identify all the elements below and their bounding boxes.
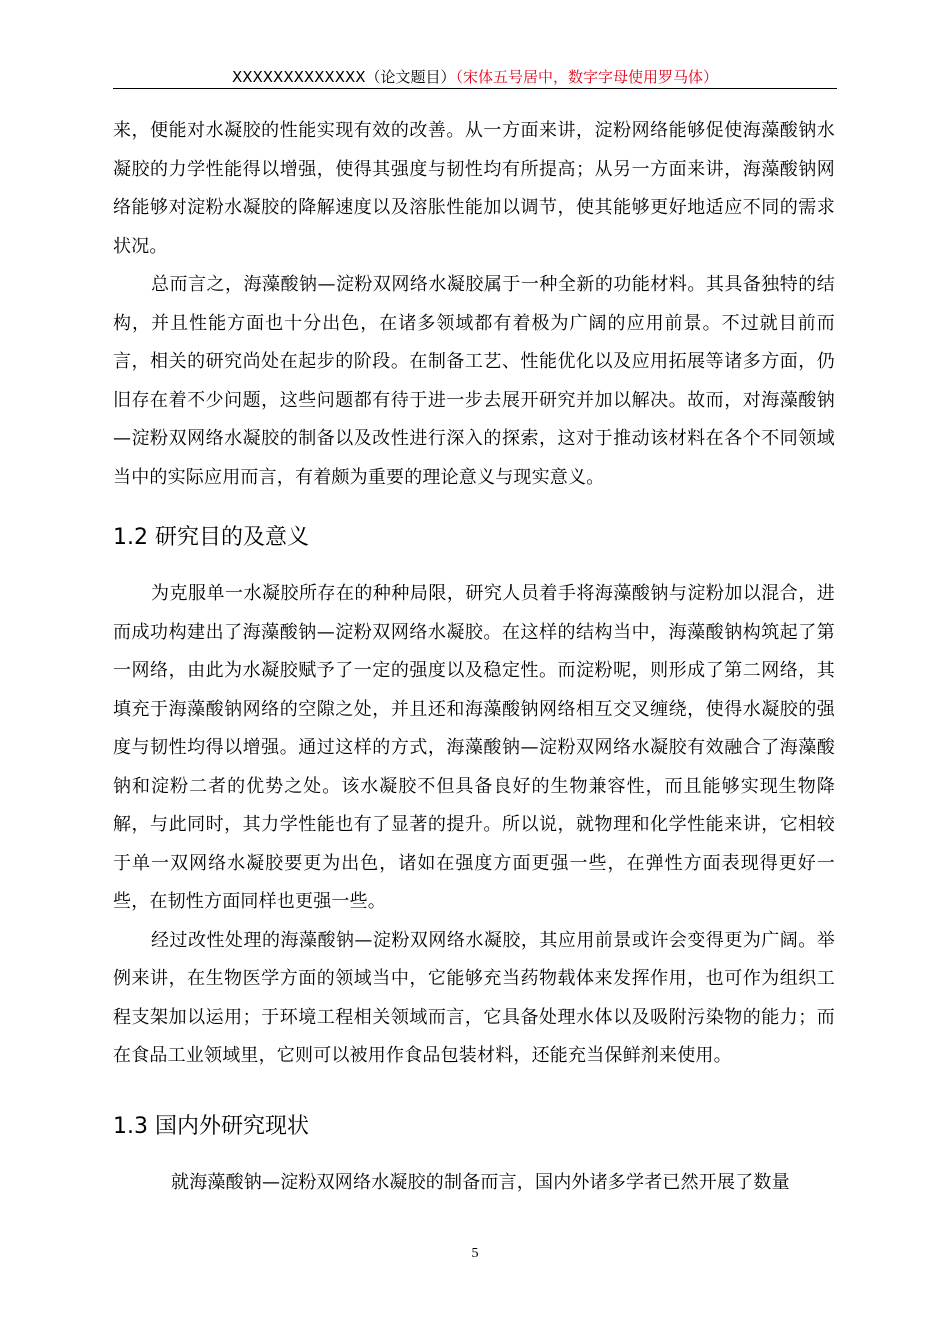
paragraph-applications: 经过改性处理的海藻酸钠—淀粉双网络水凝胶，其应用前景或许会变得更为广阔。举例来讲，在生物医学方面的领域当中，它能够充当药物载体来发挥作用，也可作为组织工程支架加以运用；于环境工程相关领域而言，它具备处理水体以及吸附污染物的能力；而在食品工业领域里，它则可以被用作食品包装材料，还能充当保鲜剂来使用。 <box>113 929 835 1066</box>
paragraph-continuation: 来，便能对水凝胶的性能实现有效的改善。从一方面来讲，淀粉网络能够促使海藻酸钠水凝胶的力学性能得以增强，使得其强度与韧性均有所提高；从另一方面来讲，海藻酸钠网络能够对淀粉水凝胶的降解速度以及溶胀性能加以调节，使其能够更好地适应不同的需求状况。 <box>113 120 835 257</box>
header-title: XXXXXXXXXXXXX（论文题目） <box>231 68 456 86</box>
paragraph-purpose: 为克服单一水凝胶所存在的种种局限，研究人员着手将海藻酸钠与淀粉加以混合，进而成功构建出了海藻酸钠—淀粉双网络水凝胶。在这样的结构当中，海藻酸钠构筑起了第一网络，由此为水凝胶赋予了一定的强度以及稳定性。而淀粉呢，则形成了第二网络，其填充于海藻酸钠网络的空隙之处，并且还和海藻酸钠网络相互交叉缠绕，使得水凝胶的强度与韧性均得以增强。通过这样的方式，海藻酸钠—淀粉双网络水凝胶有效融合了海藻酸钠和淀粉二者的优势之处。该水凝胶不但具备良好的生物兼容性，而且能够实现生物降解，与此同时，其力学性能也有了显著的提升。所以说，就物理和化学性能来讲，它相较于单一双网络水凝胶要更为出色，诸如在强度方面更强一些，在弹性方面表现得更好一些，在韧性方面同样也更强一些。 <box>113 583 835 912</box>
page-header <box>113 66 837 89</box>
paragraph-research-status: 就海藻酸钠—淀粉双网络水凝胶的制备而言，国内外诸多学者已然开展了数量 <box>171 1171 790 1193</box>
section-heading-1-2: 1.2 研究目的及意义 <box>113 525 309 550</box>
paragraph-summary: 总而言之，海藻酸钠—淀粉双网络水凝胶属于一种全新的功能材料。其具备独特的结构，并且性能方面也十分出色，在诸多领域都有着极为广阔的应用前景。不过就目前而言，相关的研究尚处在起步的阶段。在制备工艺、性能优化以及应用拓展等诸多方面，仍旧存在着不少问题，这些问题都有待于进一步去展开研究并加以解决。故而，对海藻酸钠—淀粉双网络水凝胶的制备以及改性进行深入的探索，这对于推动该材料在各个不同领域当中的实际应用而言，有着颇为重要的理论意义与现实意义。 <box>113 274 835 488</box>
page-body <box>113 112 835 1202</box>
section-heading-1-3: 1.3 国内外研究现状 <box>113 1113 309 1139</box>
header-note: （宋体五号居中，数字字母使用罗马体） <box>455 68 719 86</box>
page-number: 5 <box>471 1246 479 1261</box>
